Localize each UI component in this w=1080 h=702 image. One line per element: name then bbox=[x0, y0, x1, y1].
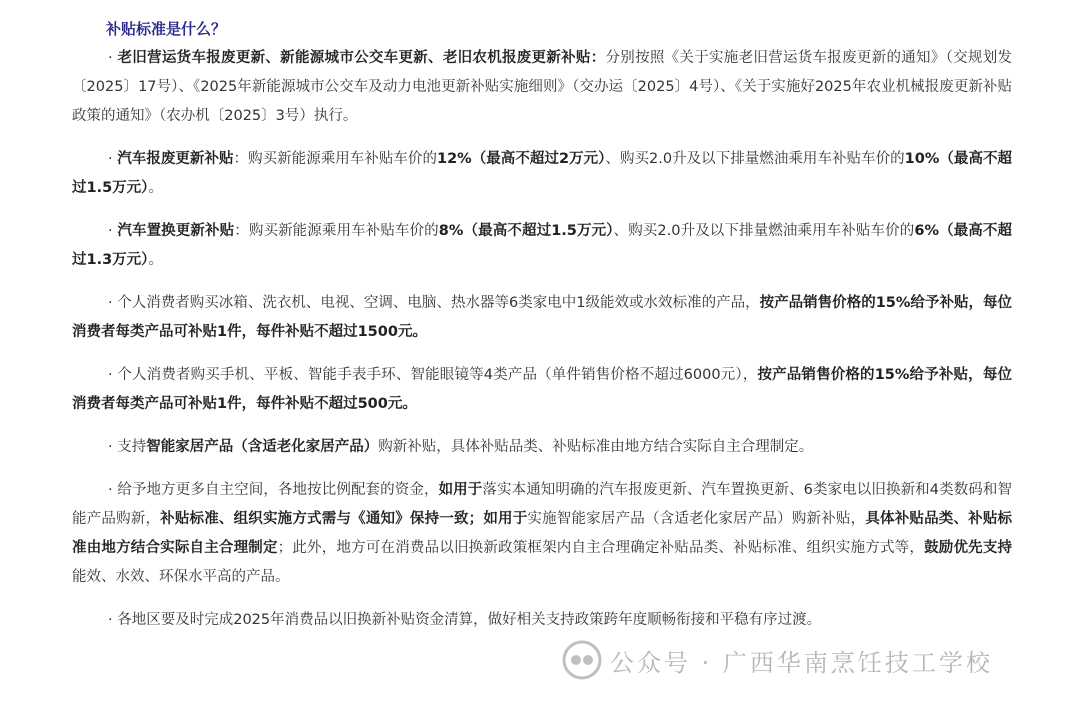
bold-text: 具体补贴品类、补贴标准由地方结合实际自主合理制定 bbox=[72, 511, 1013, 556]
text-run: 、购买2.0升及以下排量燃油乘用车补贴车价的 bbox=[613, 223, 915, 239]
bold-text: 10%（最高不超过1.5万元） bbox=[72, 151, 1013, 196]
text-run: · 各地区要及时完成2025年消费品以旧换新补贴资金清算，做好相关支持政策跨年度顺畅衔接和平稳有序过渡。 bbox=[108, 612, 822, 628]
wechat-official-account-icon bbox=[562, 640, 602, 680]
paragraph-list bbox=[72, 44, 1012, 635]
text-run: 落实本通知明确的汽车报废更新、汽车置换更新、6类家电以旧换新和4类数码和智能产品购新， bbox=[72, 482, 1013, 527]
bold-text: 汽车报废更新补贴 bbox=[117, 151, 234, 167]
text-run: · bbox=[108, 151, 118, 167]
paragraph bbox=[72, 433, 1012, 462]
paragraph bbox=[72, 44, 1012, 131]
text-run: 。 bbox=[148, 180, 163, 196]
paragraph bbox=[72, 145, 1012, 203]
text-run: ：购买新能源乘用车补贴车价的 bbox=[234, 223, 439, 239]
article-body bbox=[72, 14, 1012, 635]
bold-text: 按产品销售价格的15%给予补贴，每位消费者每类产品可补贴1件，每件补贴不超过500元。 bbox=[72, 367, 1012, 412]
text-run: ：购买新能源乘用车补贴车价的 bbox=[233, 151, 437, 167]
bold-text: 汽车置换更新补贴 bbox=[117, 223, 235, 239]
text-run: 购新补贴，具体补贴品类、补贴标准由地方结合实际自主合理制定。 bbox=[378, 439, 814, 455]
text-run: 能效、水效、环保水平高的产品。 bbox=[72, 569, 290, 585]
text-run: · bbox=[108, 50, 118, 66]
text-run: ；此外，地方可在消费品以旧换新政策框架内自主合理确定补贴品类、补贴标准、组织实施方式等， bbox=[277, 540, 925, 556]
section-heading: 补贴标准是什么？ bbox=[106, 20, 227, 38]
text-run: 。 bbox=[148, 252, 163, 268]
text-run: 、购买2.0升及以下排量燃油乘用车补贴车价的 bbox=[605, 151, 905, 167]
bold-text: 按产品销售价格的15%给予补贴，每位消费者每类产品可补贴1件，每件补贴不超过1500元。 bbox=[72, 295, 1012, 340]
paragraph bbox=[72, 217, 1012, 275]
bold-text: 12%（最高不超过2万元） bbox=[437, 151, 606, 167]
paragraph bbox=[72, 606, 1012, 635]
bold-text: 如用于 bbox=[438, 482, 483, 498]
text-run: 分别按照《关于实施老旧营运货车报废更新的通知》（交规划发〔2025〕17号）、《2025年新能源城市公交车及动力电池更新补贴实施细则》（交办运〔2025〕4号）、《关于实施好2025年农业机械报废更新补贴政策的通知》（农办机〔2025〕3号）执行。 bbox=[72, 50, 1013, 124]
bold-text: 老旧营运货车报废更新、新能源城市公交车更新、老旧农机报废更新补贴： bbox=[117, 50, 606, 66]
bold-text: 鼓励优先支持 bbox=[924, 540, 1013, 556]
paragraph bbox=[72, 476, 1012, 592]
watermark bbox=[562, 640, 993, 680]
bold-text: 补贴标准、组织实施方式需与《通知》保持一致；如用于 bbox=[160, 511, 528, 527]
bold-text: 8%（最高不超过1.5万元） bbox=[438, 223, 614, 239]
bold-text: 6%（最高不超过1.3万元） bbox=[72, 223, 1013, 268]
text-run: · 个人消费者购买冰箱、洗衣机、电视、空调、电脑、热水器等6类家电中1级能效或水效标准的产品， bbox=[108, 295, 760, 311]
text-run: · 给予地方更多自主空间，各地按比例配套的资金， bbox=[108, 482, 439, 498]
paragraph bbox=[72, 289, 1012, 347]
text-run: · 支持 bbox=[108, 439, 147, 455]
watermark-text: 公众号 · 广西华南烹饪技工学校 bbox=[610, 648, 993, 677]
text-run: · 个人消费者购买手机、平板、智能手表手环、智能眼镜等4类产品（单件销售价格不超过6000元）， bbox=[108, 367, 758, 383]
bold-text: 智能家居产品（含适老化家居产品） bbox=[146, 439, 379, 455]
paragraph bbox=[72, 361, 1012, 419]
text-run: · bbox=[108, 223, 118, 239]
text-run: 实施智能家居产品（含适老化家居产品）购新补贴， bbox=[527, 511, 866, 527]
